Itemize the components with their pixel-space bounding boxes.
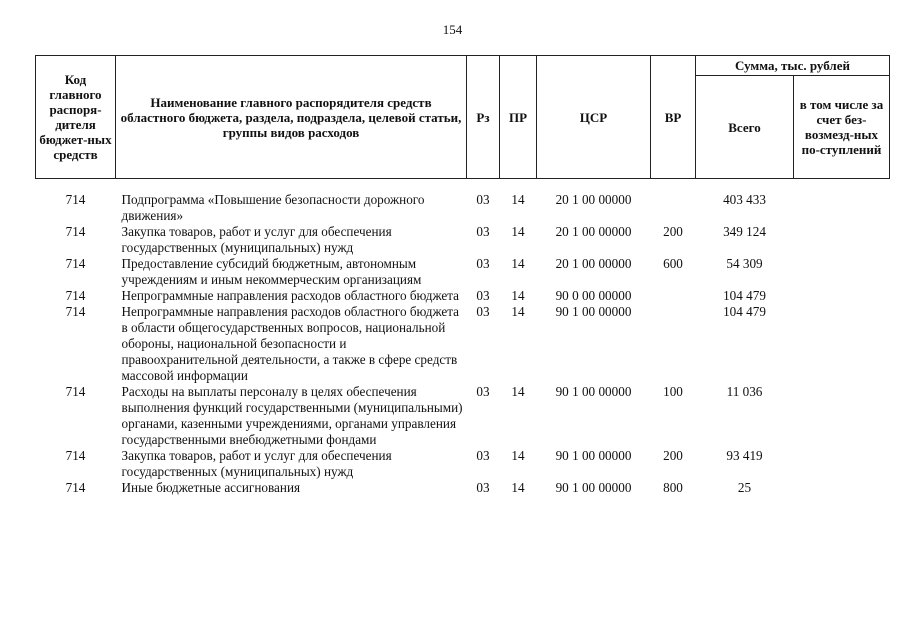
table-row (36, 256, 890, 288)
cell-vr: 600 (663, 256, 683, 271)
cell-code: 714 (65, 480, 86, 495)
cell-csr: 20 1 00 00000 (555, 224, 632, 239)
header-vr: ВР (651, 56, 696, 179)
cell-rz: 03 (476, 192, 490, 207)
cell-name: Непрограммные направления расходов областного бюджета в области общегосударственных вопросов, национальной обороны, национальной безопасности и правоохранительной деятельности, а также в сфере средств массовой информации (121, 304, 460, 383)
cell-csr: 90 1 00 00000 (555, 448, 632, 463)
cell-vr: 200 (663, 448, 683, 463)
cell-csr: 90 0 00 00000 (555, 288, 632, 303)
table-row (36, 448, 890, 480)
cell-gratuitous (794, 384, 890, 448)
table-row (36, 288, 890, 304)
cell-vr: 800 (663, 480, 683, 495)
header-pr: ПР (500, 56, 537, 179)
header-total: Всего (696, 76, 794, 179)
cell-pr: 14 (511, 256, 525, 271)
cell-vr (651, 304, 696, 384)
cell-rz: 03 (476, 384, 490, 399)
cell-vr (651, 288, 696, 304)
cell-total: 93 419 (726, 448, 763, 463)
cell-pr: 14 (511, 224, 525, 239)
cell-rz: 03 (476, 288, 490, 303)
cell-gratuitous (794, 304, 890, 384)
header-sum: Сумма, тыс. рублей (696, 56, 890, 76)
cell-code: 714 (65, 288, 86, 303)
cell-total: 54 309 (726, 256, 763, 271)
cell-rz: 03 (476, 256, 490, 271)
cell-total: 25 (737, 480, 752, 495)
cell-code: 714 (65, 192, 86, 207)
cell-gratuitous (794, 448, 890, 480)
cell-code: 714 (65, 256, 86, 271)
cell-pr: 14 (511, 304, 525, 319)
budget-table (35, 55, 890, 496)
cell-name: Закупка товаров, работ и услуг для обеспечения государственных (муниципальных) нужд (121, 448, 392, 479)
cell-pr: 14 (511, 192, 525, 207)
cell-total: 104 479 (723, 304, 766, 319)
cell-gratuitous (794, 224, 890, 256)
cell-gratuitous (794, 192, 890, 224)
cell-total: 403 433 (723, 192, 766, 207)
cell-name: Закупка товаров, работ и услуг для обеспечения государственных (муниципальных) нужд (121, 224, 392, 255)
header-csr: ЦСР (537, 56, 651, 179)
cell-rz: 03 (476, 304, 490, 319)
cell-name: Предоставление субсидий бюджетным, автономным учреждениям и иным некоммерческим организациям (121, 256, 422, 287)
header-gratuitous: в том числе за счет без-возмезд-ных по-ступлений (794, 76, 890, 179)
cell-gratuitous (794, 480, 890, 496)
cell-pr: 14 (511, 288, 525, 303)
cell-pr: 14 (511, 448, 525, 463)
cell-code: 714 (65, 384, 86, 399)
cell-name: Подпрограмма «Повышение безопасности дорожного движения» (121, 192, 425, 223)
cell-total: 11 036 (726, 384, 763, 399)
cell-csr: 90 1 00 00000 (555, 480, 632, 495)
cell-name: Иные бюджетные ассигнования (121, 480, 301, 495)
cell-rz: 03 (476, 480, 490, 495)
cell-name: Непрограммные направления расходов областного бюджета (121, 288, 460, 303)
cell-vr (651, 192, 696, 224)
cell-vr: 200 (663, 224, 683, 239)
cell-code: 714 (65, 304, 86, 319)
table-row (36, 192, 890, 224)
cell-gratuitous (794, 256, 890, 288)
cell-pr: 14 (511, 480, 525, 495)
cell-rz: 03 (476, 224, 490, 239)
cell-gratuitous (794, 288, 890, 304)
header-rz: Рз (467, 56, 500, 179)
cell-name: Расходы на выплаты персоналу в целях обеспечения выполнения функций государственными (муниципальными) органами, казенными учреждениями, органами управления государственными внебюджетными фондами (121, 384, 463, 447)
cell-vr: 100 (663, 384, 683, 399)
cell-code: 714 (65, 224, 86, 239)
table-row (36, 384, 890, 448)
cell-csr: 90 1 00 00000 (555, 384, 632, 399)
cell-rz: 03 (476, 448, 490, 463)
cell-total: 104 479 (723, 288, 766, 303)
cell-total: 349 124 (723, 224, 766, 239)
cell-csr: 20 1 00 00000 (555, 256, 632, 271)
cell-pr: 14 (511, 384, 525, 399)
header-code: Код главного распоря-дителя бюджет-ных средств (36, 56, 116, 179)
cell-csr: 90 1 00 00000 (555, 304, 632, 319)
table-row (36, 304, 890, 384)
header-name: Наименование главного распорядителя средств областного бюджета, раздела, подраздела, целевой статьи, группы видов расходов (116, 56, 467, 179)
table-row (36, 224, 890, 256)
page-number: 154 (442, 22, 463, 37)
cell-csr: 20 1 00 00000 (555, 192, 632, 207)
cell-code: 714 (65, 448, 86, 463)
table-row (36, 480, 890, 496)
